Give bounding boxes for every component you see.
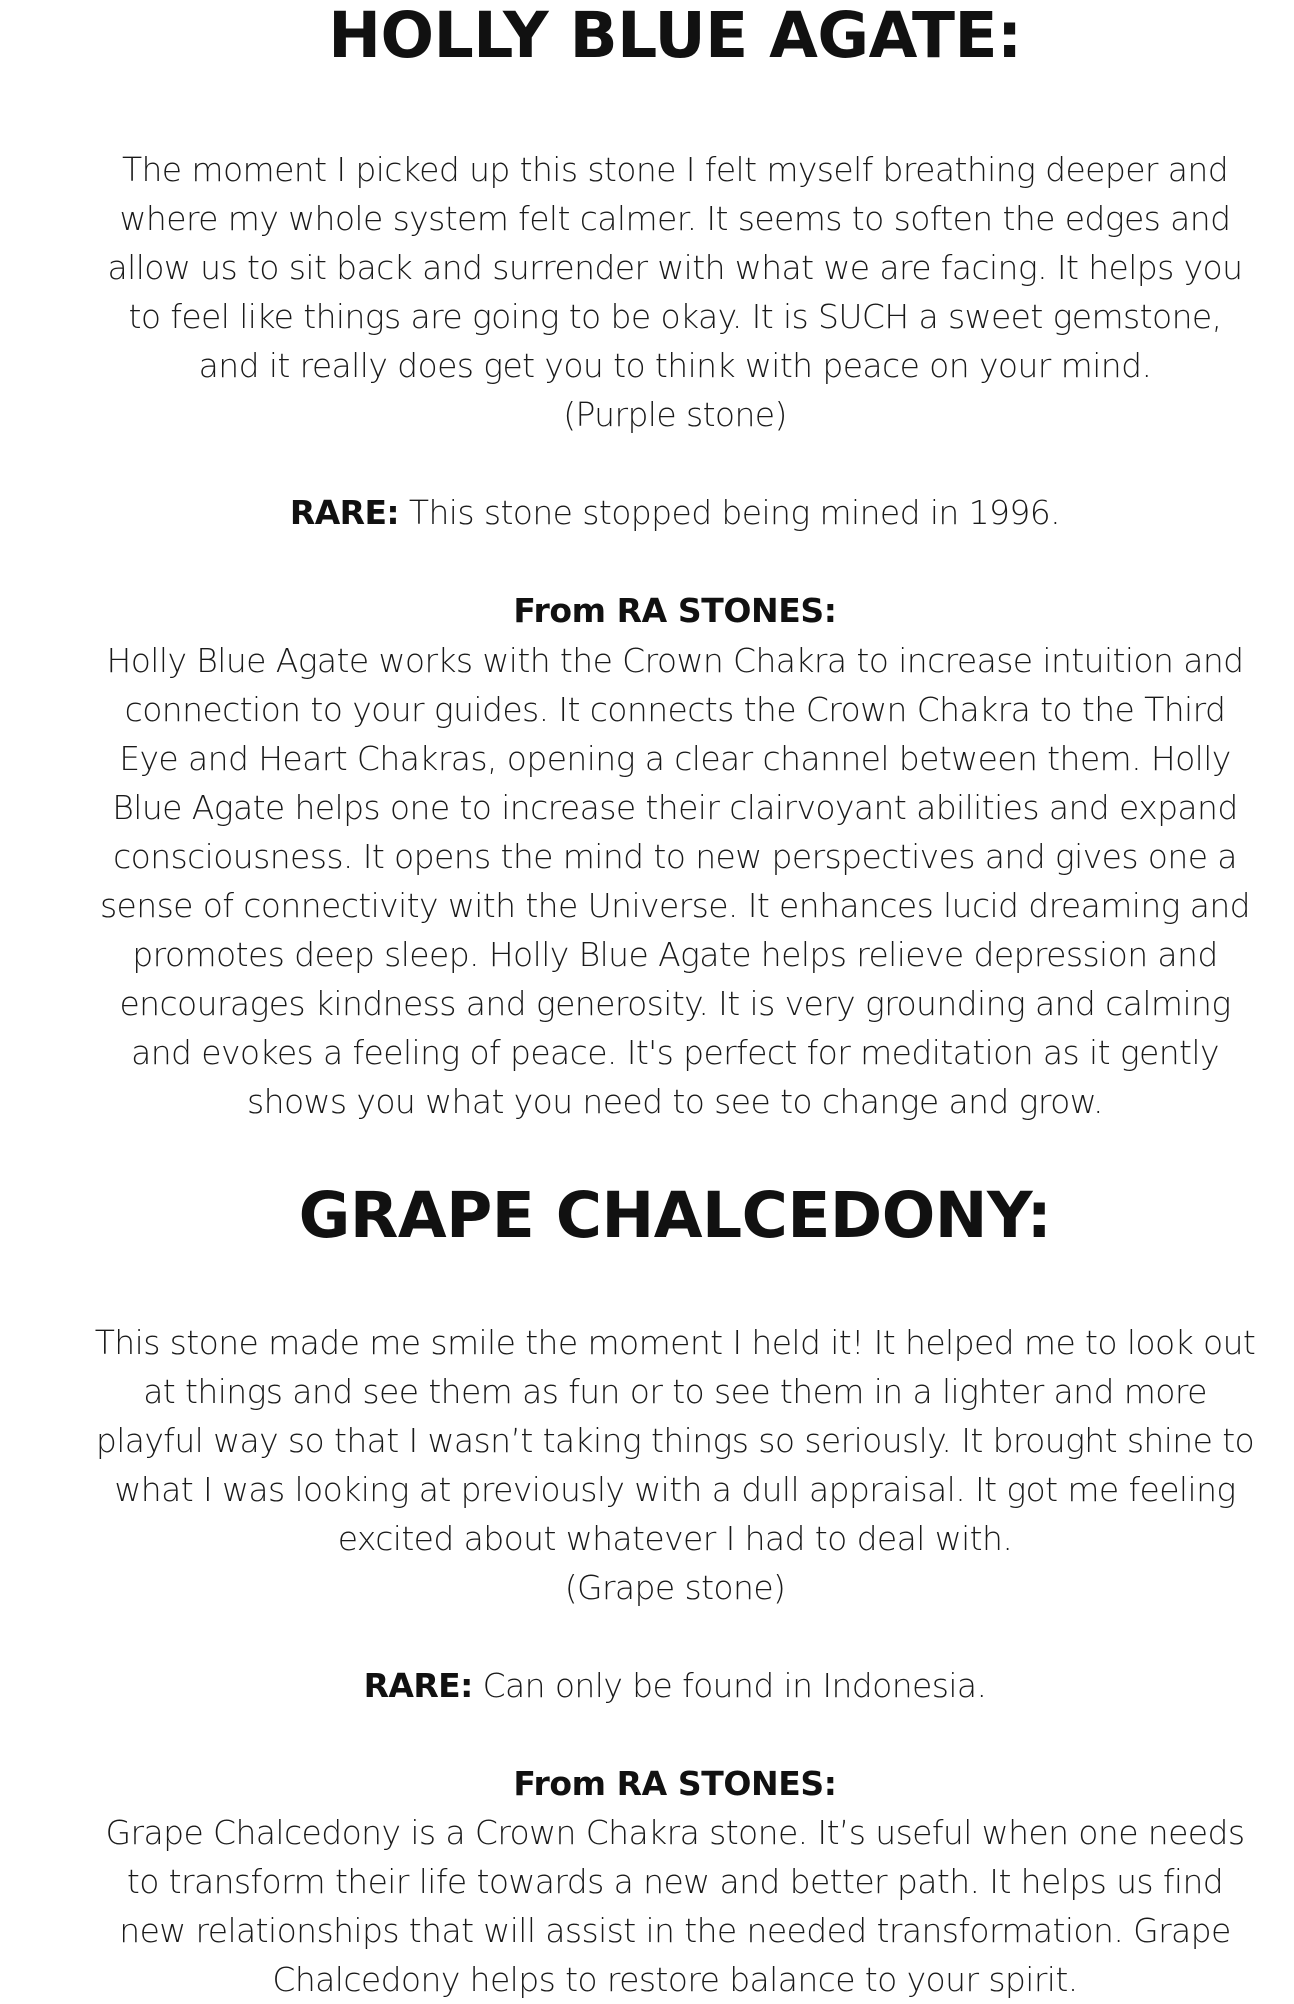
personal-line: excited about whatever I had to deal with. xyxy=(337,1519,1013,1558)
source-label-holly-blue-agate: From RA STONES: xyxy=(513,591,837,630)
personal-line: This stone made me smile the moment I held it! It helped me to look out xyxy=(94,1323,1256,1362)
section-title-holly-blue-agate: HOLLY BLUE AGATE: xyxy=(328,0,1022,72)
personal-description-holly-blue-agate xyxy=(90,145,1260,439)
personal-line: what I was looking at previously with a dull appraisal. It got me feeling xyxy=(114,1470,1236,1509)
rare-text: This stone stopped being mined in 1996. xyxy=(399,493,1061,532)
rare-note-grape-chalcedony xyxy=(90,1661,1260,1710)
personal-line: allow us to sit back and surrender with what we are facing. It helps you xyxy=(107,248,1243,287)
rare-text: Can only be found in Indonesia. xyxy=(472,1666,987,1705)
source-description-grape-chalcedony xyxy=(90,1808,1260,2004)
source-line: promotes deep sleep. Holly Blue Agate helps relieve depression and xyxy=(132,935,1218,974)
section-title-grape-chalcedony: GRAPE CHALCEDONY: xyxy=(298,1179,1052,1252)
source-line: shows you what you need to see to change and grow. xyxy=(247,1082,1103,1121)
rare-label: RARE: xyxy=(289,493,400,532)
source-line: new relationships that will assist in the needed transformation. Grape xyxy=(119,1911,1231,1950)
personal-line: to feel like things are going to be okay. It is SUCH a sweet gemstone, xyxy=(128,297,1222,336)
rare-note-holly-blue-agate xyxy=(90,488,1260,537)
source-line: and evokes a feeling of peace. It's perfect for meditation as it gently xyxy=(131,1033,1219,1072)
source-line: Eye and Heart Chakras, opening a clear channel between them. Holly xyxy=(119,739,1231,778)
source-line: encourages kindness and generosity. It is very grounding and calming xyxy=(119,984,1231,1023)
personal-line: playful way so that I wasn’t taking things so seriously. It brought shine to xyxy=(95,1421,1255,1460)
personal-line: at things and see them as fun or to see them in a lighter and more xyxy=(143,1372,1207,1411)
source-description-holly-blue-agate xyxy=(90,636,1260,1126)
source-line: Grape Chalcedony is a Crown Chakra stone. It’s useful when one needs xyxy=(105,1813,1245,1852)
source-line: Holly Blue Agate works with the Crown Chakra to increase intuition and xyxy=(106,641,1244,680)
personal-description-grape-chalcedony xyxy=(90,1318,1260,1612)
stone-color-note: (Grape stone) xyxy=(564,1568,786,1607)
personal-line: and it really does get you to think with peace on your mind. xyxy=(198,346,1152,385)
source-line: Blue Agate helps one to increase their clairvoyant abilities and expand xyxy=(112,788,1238,827)
source-line: connection to your guides. It connects the Crown Chakra to the Third xyxy=(124,690,1226,729)
source-line: consciousness. It opens the mind to new perspectives and gives one a xyxy=(113,837,1237,876)
personal-line: The moment I picked up this stone I felt myself breathing deeper and xyxy=(121,150,1229,189)
source-line: Chalcedony helps to restore balance to your spirit. xyxy=(272,1960,1078,1999)
source-line: sense of connectivity with the Universe. It enhances lucid dreaming and xyxy=(99,886,1251,925)
stone-color-note: (Purple stone) xyxy=(563,395,787,434)
personal-line: where my whole system felt calmer. It seems to soften the edges and xyxy=(119,199,1231,238)
rare-label: RARE: xyxy=(363,1666,473,1705)
source-label-grape-chalcedony: From RA STONES: xyxy=(513,1764,837,1803)
source-line: to transform their life towards a new and better path. It helps us find xyxy=(126,1862,1224,1901)
